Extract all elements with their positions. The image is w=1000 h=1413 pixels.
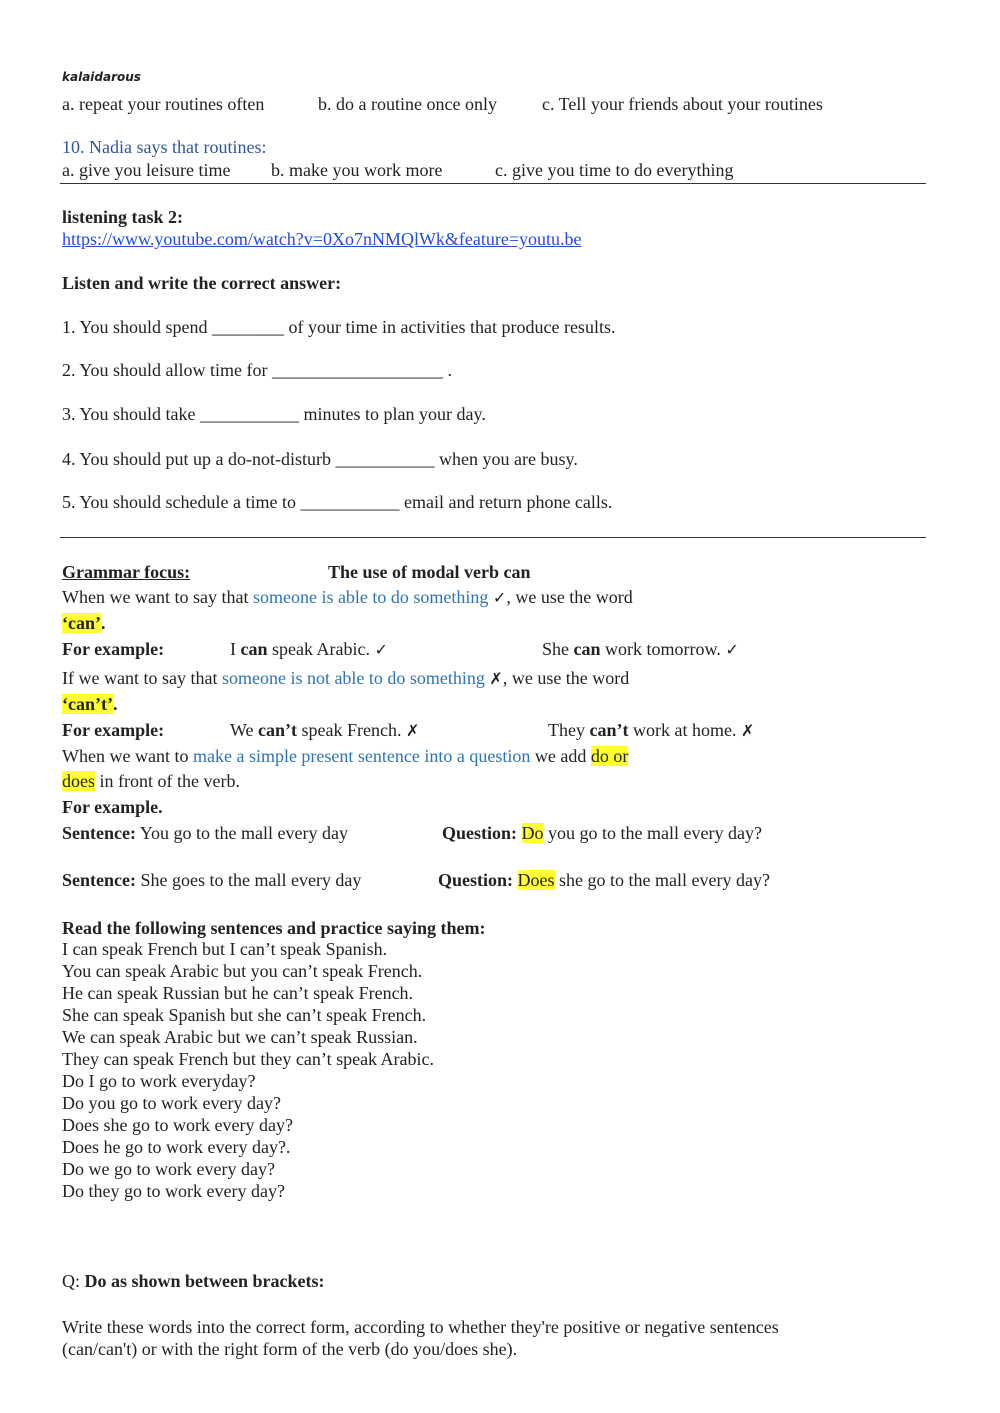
- youtube-link[interactable]: https://www.youtube.com/watch?v=0Xo7nNMQlWk&feature=youtu.be: [62, 229, 582, 249]
- question-1: Question: Do you go to the mall every day?: [442, 823, 762, 843]
- practice-line: Do we go to work every day?: [62, 1159, 275, 1179]
- practice-list: [62, 938, 434, 1202]
- example-cant-1: We can’t speak French. ✗: [230, 720, 420, 740]
- check-icon: ✓: [374, 640, 388, 659]
- q10-option-b: b. make you work more: [271, 160, 443, 180]
- example-label: For example:: [62, 720, 165, 740]
- grammar-focus-label: Grammar focus:: [62, 562, 191, 582]
- grammar-focus-title: The use of modal verb can: [328, 562, 531, 582]
- question-rule-cont: does in front of the verb.: [62, 771, 240, 791]
- q9-option-c: c. Tell your friends about your routines: [542, 94, 823, 114]
- practice-line: I can speak French but I can’t speak Spanish.: [62, 939, 388, 959]
- practice-title: Read the following sentences and practice saying them:: [62, 918, 486, 938]
- listening-item-1: 1. You should spend ________ of your time in activities that produce results.: [62, 317, 616, 337]
- listening-item-5: 5. You should schedule a time to ___________ email and return phone calls.: [62, 492, 613, 512]
- sentence-1: Sentence: You go to the mall every day: [62, 823, 348, 843]
- practice-line: Do I go to work everyday?: [62, 1071, 256, 1091]
- practice-line: He can speak Russian but he can’t speak French.: [62, 983, 414, 1003]
- section-divider: [60, 183, 926, 184]
- watermark: kalaidarous: [62, 70, 141, 84]
- can-rule-highlight: someone is able to do something: [252, 587, 489, 607]
- can-word: ‘can’: [62, 613, 101, 633]
- listening-item-3: 3. You should take ___________ minutes to plan your day.: [62, 404, 486, 424]
- listening-item-2: 2. You should allow time for ___________________ .: [62, 360, 453, 380]
- q10-option-a: a. give you leisure time: [62, 160, 231, 180]
- cant-word: ‘can’t’: [62, 694, 113, 714]
- practice-line: Do you go to work every day?: [62, 1093, 281, 1113]
- section-divider: [60, 537, 926, 538]
- practice-line: She can speak Spanish but she can’t speak French.: [62, 1005, 427, 1025]
- does-word: does: [62, 771, 95, 791]
- sentence-2: Sentence: She goes to the mall every day: [62, 870, 362, 890]
- check-icon: ✓: [725, 640, 739, 659]
- cross-icon: ✗: [740, 721, 755, 740]
- practice-line: They can speak French but they can’t speak Arabic.: [62, 1049, 435, 1069]
- cant-rule: If we want to say that someone is not able to do something ✗, we use the word: [62, 668, 630, 688]
- cross-icon: ✗: [406, 721, 420, 740]
- example-label-2: For example.: [62, 797, 163, 817]
- practice-line: Does he go to work every day?.: [62, 1137, 291, 1157]
- question-rule: When we want to make a simple present sentence into a question we add do or: [62, 746, 629, 766]
- can-rule: When we want to say that someone is able to do something ✓, we use the word: [62, 587, 633, 607]
- practice-line: You can speak Arabic but you can’t speak French.: [62, 961, 423, 981]
- q10-option-c: c. give you time to do everything: [495, 160, 734, 180]
- question-rule-highlight: make a simple present sentence into a question: [192, 746, 531, 766]
- practice-line: Do they go to work every day?: [62, 1181, 285, 1201]
- listening-item-4: 4. You should put up a do-not-disturb ___________ when you are busy.: [62, 449, 578, 469]
- example-label: For example:: [62, 639, 165, 659]
- practice-line: We can speak Arabic but we can’t speak Russian.: [62, 1027, 418, 1047]
- cross-icon: ✗: [489, 669, 503, 688]
- example-can-1: I can speak Arabic. ✓: [230, 639, 388, 659]
- do-or-word: do or: [590, 746, 629, 766]
- task-instruction-line-2: (can/can't) or with the right form of the verb (do you/does she).: [62, 1339, 518, 1359]
- q10-question: 10. Nadia says that routines:: [62, 137, 267, 157]
- example-cant-2: They can’t work at home. ✗: [548, 720, 755, 740]
- task-heading: Q: Do as shown between brackets:: [62, 1271, 325, 1291]
- q9-option-b: b. do a routine once only: [318, 94, 497, 114]
- q9-option-a: a. repeat your routines often: [62, 94, 265, 114]
- worksheet-page: kalaidarous a. repeat your routines often b. do a routine once only c. Tell your friends about your routines 10. Nadia says that routines: a. give you leisure time b. make you work more c. give you time to do everything listening task 2: https://www.youtube.com/watch?v=0Xo7nNMQlWk&feature=youtu.be Listen and write the correct answer: 1. You should spend ________ of your time in activities that produce results. 2. You should allow time for ___________________ . 3. You should take ___________ minutes to plan your day. 4. You should put up a do-not-disturb ___________ when you are busy. 5. You should schedule a time to ___________ email and return phone calls. Grammar focus: The use of modal verb can When we want to say that someone is able to do something ✓, we use the word ‘can’. For example: I can speak Arabic. ✓ She can work tomorrow. ✓ If we want to say that someone is not able to do something ✗, we use the word ‘can’t’. For example: We can’t speak French. ✗ They can’t work at home. ✗ When we want to make a simple present sentence into a question we add do or does in front of the verb. For example. Sentence: You go to the mall every day Question: Do you go to the mall every day? Sentence: She goes to the mall every day Question: Does she go to the mall every day? Read the following sentences and practice saying them: I can speak French but I can’t speak Spanish. You can speak Arabic but you can’t speak French. He can speak Russian but he can’t speak French. She can speak Spanish but she can’t speak French. We can speak Arabic but we can’t speak Russian. They can speak French but they can’t speak Arabic. Do I go to work everyday? Do you go to work every day? Does she go to work every day? Does he go to work every day?. Do we go to work every day? Do they go to work every day? Q: Do as shown between brackets: Write these words into the correct form, according to whether they're positive or negative sentences (can/can't) or with the right form of the verb (do you/does she).: [0, 0, 1000, 1413]
- question-2: Question: Does she go to the mall every day?: [438, 870, 770, 890]
- listening-task-title: listening task 2:: [62, 207, 184, 227]
- practice-line: Does she go to work every day?: [62, 1115, 293, 1135]
- example-can-2: She can work tomorrow. ✓: [542, 639, 739, 659]
- task-instruction-line-1: Write these words into the correct form, according to whether they're positive or negative sentences: [62, 1317, 779, 1337]
- cant-rule-highlight: someone is not able to do something: [221, 668, 485, 688]
- check-icon: ✓: [492, 588, 507, 607]
- listening-instruction: Listen and write the correct answer:: [62, 273, 342, 293]
